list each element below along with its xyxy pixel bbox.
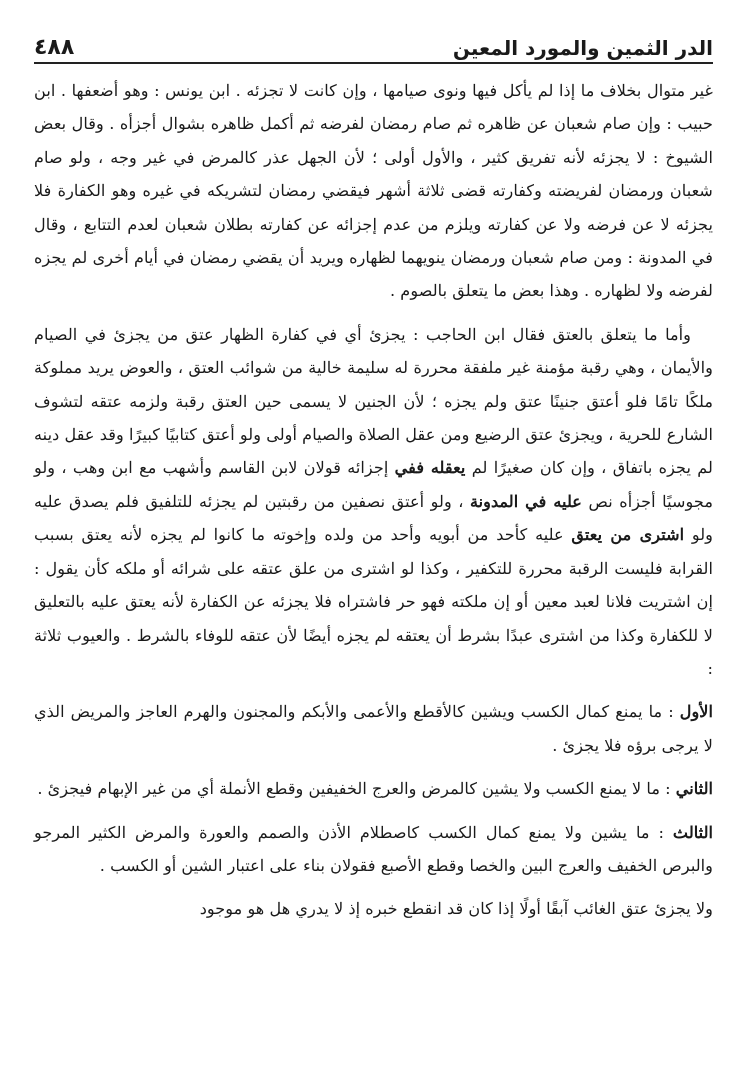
manumission-text-a: وأما ما يتعلق بالعتق فقال ابن الحاجب : يجزئ أي في كفارة الظهار عتق من يجزئ في الصيام والأيمان ، وهي رقبة مؤمنة غير ملفقة محررة له سليمة خالية من شوائب العتق ، والعوض يريد مملوكة ملكًا تامًا فلو أعتق جنينًا عتق ولم يجزه ؛ لأن الجنين لا يسمى حين العتق رقبة ولزمه عتقه لتشوف الشارع للحرية ، ويجزئ عتق الرضيع ومن عقل الصلاة والصيام أولى ولو أعتق كتابيًا كبيرًا وقد عقل دينه لم يجزه باتفاق ، وإن كان صغيرًا لم — [34, 324, 713, 478]
defect-first-text: : ما يمنع كمال الكسب ويشين كالأقطع والأعمى والأبكم والمجنون والهرم العاجز والمريض الذي لا يرجى برؤه فلا يجزئ . — [34, 702, 713, 755]
page-number: ٤٨٨ — [34, 35, 75, 60]
paragraph-gap — [34, 762, 713, 772]
paragraph-fasting: غير متوال بخلاف ما إذا لم يأكل فيها ونوى صيامها ، وإن كانت لا تجزئه . ابن يونس : وهو أضعفها . ابن حبيب : وإن صام شعبان عن ظاهره ثم صام رمضان لفرضه ثم أكمل ظاهره بشوال أجزأه . وقال بعض الشيوخ : لا يجزئه لأنه تفريق كثير ، والأول أولى ؛ لأن الجهل عذر كالمرض في غير وجه ، ولو صام شعبان ورمضان لفريضته وكفارته قضى ثلاثة أشهر فيقضي رمضان لتشريكه في غيره وهو الكفارة فلا يجزئه لا عن فرضه ولا عن كفارته ويلزم من عدم إجزائه عن كفارته بطلان شعبان لعدم التتابع ، وقال في المدونة : ومن صام شعبان ورمضان ينويهما لظهاره ويريد أن يقضي رمضان في أيام أخرى لم يجزه لفرضه ولا لظهاره . وهذا بعض ما يتعلق بالصوم . — [34, 81, 713, 301]
paragraph-defect-first — [34, 695, 713, 762]
manumission-bold-2: عليه في المدونة — [469, 491, 582, 511]
paragraph-manumission — [34, 318, 713, 685]
running-header — [34, 26, 713, 64]
defect-second-text: : ما لا يمنع الكسب ولا يشين كالمرض والعرج الخفيفين وقطع الأنملة أي من غير الإبهام فيجزئ . — [37, 779, 676, 799]
paragraph-gap — [34, 685, 713, 695]
manumission-text-d: عليه كأحد من أبويه وأحد من ولده وإخوته ما كانوا لم يجزه لأنه يعتق بسبب القرابة فليست الرقبة محررة للتكفير ، وكذا لو اشترى من علق عتقه على شرائه أو ملكه كأن يقول : إن اشتريت فلانا لعبد معين أو إن ملكته فهو حر فاشتراه فلا يجزئه عن الكفارة لأنه يعتق عليه بالتعليق لا للكفارة وكذا من اشترى عبدًا بشرط أن يعتقه لم يجزه أيضًا لأن عتقه للوفاء بالشرط . والعيوب ثلاثة : — [34, 525, 713, 678]
book-title: الدر الثمين والمورد المعين — [452, 36, 713, 60]
paragraph-gap — [34, 806, 713, 816]
paragraph-absent-slave: ولا يجزئ عتق الغائب آبقًا أولًا إذا كان قد انقطع خبره إذ لا يدري هل هو موجود — [199, 899, 713, 919]
defect-third-lead: الثالث — [672, 822, 713, 842]
paragraph-defect-second — [34, 772, 713, 805]
defect-first-lead: الأول — [679, 702, 713, 722]
paragraph-gap — [34, 308, 713, 318]
manumission-bold-1: يعقله ففي — [394, 458, 466, 478]
paragraph-gap — [34, 882, 713, 892]
manumission-bold-3: اشترى من يعتق — [571, 525, 685, 545]
paragraph-defect-third — [34, 816, 713, 883]
defect-third-text: : ما يشين ولا يمنع كمال الكسب كاصطلام الأذن والصمم والعورة والمرض الكثير المرجو والبرص الخفيف والعرج البين والخصا وقطع الأصبع فقولان بناء على اعتبار الشين أو الكسب . — [34, 822, 713, 875]
body-text — [34, 74, 713, 926]
manumission-text-c: ، ولو أعتق نصفين من رقبتين لم يجزئه للتلفيق فلم يصدق عليه ولو — [34, 491, 714, 545]
manumission-text-b: إجزائه قولان لابن القاسم وأشهب مع ابن وهب ، ولو مجوسيًا أجزأه نص — [34, 458, 713, 511]
defect-second-lead: الثاني — [675, 779, 713, 799]
